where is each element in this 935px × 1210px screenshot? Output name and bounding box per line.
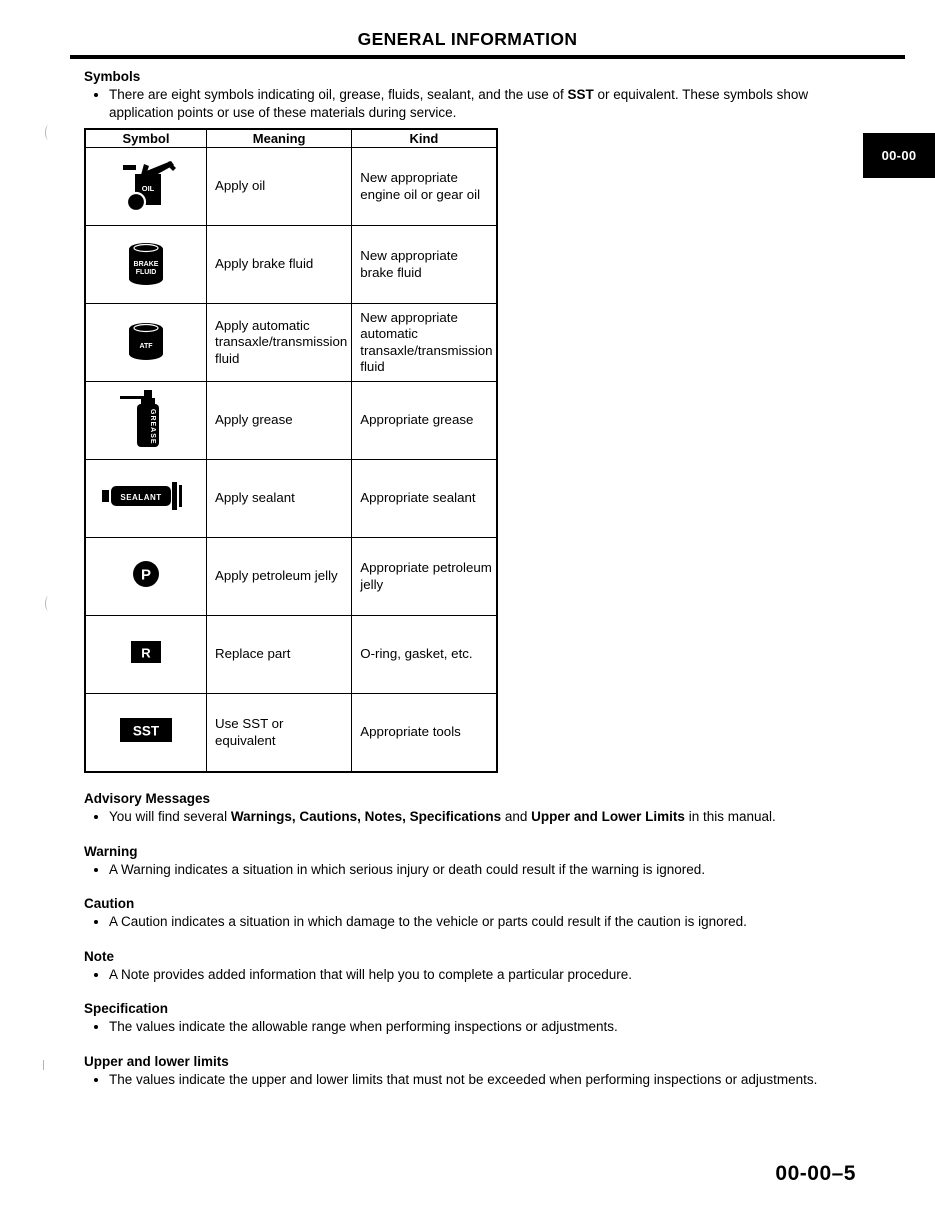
section-caution	[84, 895, 899, 931]
meaning-cell: Use SST or equivalent	[207, 694, 352, 773]
section-heading: Specification	[84, 1001, 169, 1016]
kind-cell: New appropriate engine oil or gear oil	[352, 148, 497, 226]
replace-part-box-icon	[131, 641, 161, 663]
symbols-heading: Symbols	[84, 69, 141, 84]
table-row	[85, 304, 497, 382]
symbols-section	[84, 68, 899, 121]
symbol-cell	[85, 226, 207, 304]
table-body	[85, 148, 497, 773]
kind-cell: New appropriate brake fluid	[352, 226, 497, 304]
petroleum-jelly-circle-icon	[131, 559, 161, 589]
atf-can-icon	[123, 317, 169, 363]
meaning-cell: Apply brake fluid	[207, 226, 352, 304]
grease-spray-can-icon	[115, 385, 177, 451]
table-header-symbol: Symbol	[85, 129, 207, 148]
svg-text:R: R	[141, 645, 151, 661]
symbol-cell	[85, 382, 207, 460]
table-row	[85, 460, 497, 538]
svg-text:SST: SST	[132, 723, 160, 739]
table-header-row	[85, 129, 497, 148]
section-heading: Advisory Messages	[84, 791, 211, 806]
section-heading: Warning	[84, 843, 138, 859]
kind-cell: Appropriate sealant	[352, 460, 497, 538]
advisory-sections	[84, 790, 899, 1088]
table-row	[85, 148, 497, 226]
section-advisory-messages	[84, 790, 899, 826]
table-header-kind: Kind	[352, 129, 497, 148]
sealant-tube-icon	[100, 479, 192, 513]
meaning-cell: Apply automatic transaxle/transmission fluid	[207, 304, 352, 382]
section-bullet: • The values indicate the allowable range when performing inspections or adjustments.	[109, 1018, 871, 1036]
table-row	[85, 694, 497, 773]
symbol-cell	[85, 304, 207, 382]
meaning-cell: Apply grease	[207, 382, 352, 460]
svg-text:ATF: ATF	[139, 343, 153, 350]
section-bullet: • A Note provides added information that will help you to complete a particular procedure.	[109, 966, 871, 984]
page-title: GENERAL INFORMATION	[357, 29, 578, 49]
meaning-cell: Apply oil	[207, 148, 352, 226]
symbol-cell	[85, 616, 207, 694]
table-row	[85, 538, 497, 616]
page-number: 00-00–5	[775, 1162, 856, 1185]
section-heading: Caution	[84, 896, 135, 911]
table-row	[85, 382, 497, 460]
symbols-bullet: • There are eight symbols indicating oil, grease, fluids, sealant, and the use of SST or equivalent. These symbols show application points or use of these materials during service.	[109, 86, 871, 121]
page-header	[0, 0, 935, 50]
meaning-cell: Apply sealant	[207, 460, 352, 538]
section-note	[84, 948, 899, 984]
svg-text:SEALANT: SEALANT	[120, 493, 162, 502]
sst-box-icon	[120, 718, 172, 742]
section-bullet: • You will find several Warnings, Cautions, Notes, Specifications and Upper and Lower Limits in this manual.	[109, 808, 871, 826]
meaning-cell: Apply petroleum jelly	[207, 538, 352, 616]
kind-cell: Appropriate petroleum jelly	[352, 538, 497, 616]
meaning-cell: Replace part	[207, 616, 352, 694]
symbol-cell	[85, 460, 207, 538]
kind-cell: New appropriate automatic transaxle/transmission fluid	[352, 304, 497, 382]
table-row	[85, 616, 497, 694]
table-row	[85, 226, 497, 304]
page-content	[0, 68, 935, 1088]
section-specification	[84, 1000, 899, 1036]
brake-fluid-can-icon	[123, 236, 169, 288]
symbol-cell	[85, 694, 207, 773]
section-upper-and-lower-limits	[84, 1053, 899, 1089]
scan-artifact	[45, 125, 52, 140]
svg-text:FLUID: FLUID	[135, 269, 157, 276]
section-heading: Upper and lower limits	[84, 1053, 229, 1069]
section-bullet: • A Caution indicates a situation in which damage to the vehicle or parts could result if the caution is ignored.	[109, 913, 871, 931]
oil-can-icon	[115, 155, 177, 213]
kind-cell: Appropriate tools	[352, 694, 497, 773]
svg-text:BRAKE: BRAKE	[133, 261, 159, 268]
scan-artifact	[45, 596, 52, 611]
svg-text:P: P	[140, 566, 152, 584]
svg-text:GREASE: GREASE	[149, 409, 156, 445]
kind-cell: Appropriate grease	[352, 382, 497, 460]
kind-cell: O-ring, gasket, etc.	[352, 616, 497, 694]
section-bullet: • A Warning indicates a situation in which serious injury or death could result if the warning is ignored.	[109, 861, 871, 879]
symbol-cell	[85, 148, 207, 226]
table-header-meaning: Meaning	[207, 129, 352, 148]
header-rule	[70, 55, 905, 59]
section-heading: Note	[84, 948, 114, 964]
svg-text:OIL: OIL	[141, 184, 155, 193]
section-warning	[84, 843, 899, 879]
symbol-cell	[85, 538, 207, 616]
scan-artifact	[43, 1060, 50, 1070]
section-tab: 00-00	[863, 133, 935, 178]
section-bullet: • The values indicate the upper and lower limits that must not be exceeded when performing inspections or adjustments.	[109, 1071, 871, 1089]
symbols-table	[84, 128, 498, 773]
